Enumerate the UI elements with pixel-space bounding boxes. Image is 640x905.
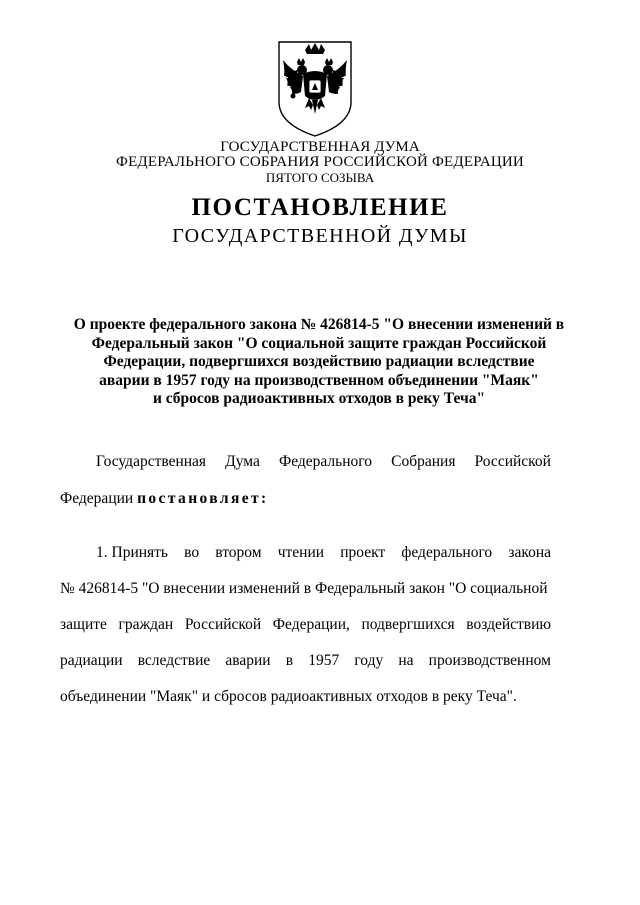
- item1-line-2: № 426814-5 "О внесении изменений в Федеральный закон "О социальной: [60, 580, 548, 597]
- item1-line-3: [60, 617, 551, 633]
- word: Дума: [225, 453, 260, 470]
- word: граждан: [118, 616, 174, 633]
- word: чтении: [277, 544, 325, 561]
- word: во: [184, 544, 200, 561]
- word: Российской: [474, 453, 551, 470]
- word: в: [285, 652, 294, 669]
- org-line-state-duma: ГОСУДАРСТВЕННАЯ ДУМА: [220, 139, 420, 155]
- intro-paragraph-line-1: [96, 454, 551, 470]
- word: Федерального: [278, 453, 373, 470]
- double-headed-eagle-icon: [275, 40, 355, 138]
- subject-line: и сбросов радиоактивных отходов в реку Теча": [152, 390, 486, 407]
- word: 1957: [308, 652, 340, 669]
- resolution-subject: [60, 316, 578, 409]
- org-line-federal-assembly: ФЕДЕРАЛЬНОГО СОБРАНИЯ РОССИЙСКОЙ ФЕДЕРАЦИИ: [116, 154, 524, 170]
- word: закона: [508, 544, 551, 561]
- intro-resolves-text: постановляет:: [137, 490, 269, 507]
- word: защите: [60, 616, 107, 633]
- item1-line-1: [96, 545, 551, 561]
- word: втором: [215, 544, 262, 561]
- word: подвергшихся: [361, 616, 455, 633]
- document-subtitle: ГОСУДАРСТВЕННОЙ ДУМЫ: [172, 225, 468, 247]
- word: Государственная: [96, 453, 207, 470]
- word: Российской: [184, 616, 262, 633]
- subject-line: Федеральный закон "О социальной защите граждан Российской: [91, 334, 547, 352]
- word: радиации: [60, 652, 123, 669]
- word: на: [398, 652, 414, 669]
- subject-line: Федерации, подвергшихся воздействию радиации вследствие: [103, 353, 535, 370]
- document-title: ПОСТАНОВЛЕНИЕ: [191, 194, 449, 221]
- intro-federation-text: Федерации: [60, 490, 134, 507]
- item1-line-4: [60, 653, 551, 669]
- word: производственном: [428, 652, 551, 669]
- word: вследствие: [137, 652, 211, 669]
- subject-line: О проекте федерального закона № 426814-5 "О внесении изменений в: [73, 316, 565, 333]
- word: проект: [340, 544, 386, 561]
- coat-of-arms-emblem: [275, 40, 355, 138]
- word: Федерации,: [272, 616, 350, 633]
- subject-line: аварии в 1957 году на производственном объединении "Маяк": [99, 371, 539, 389]
- word: году: [354, 652, 384, 669]
- word: Собрания: [391, 453, 456, 470]
- word: федерального: [401, 544, 493, 561]
- word: 1. Принять: [96, 544, 169, 561]
- word: аварии: [225, 652, 271, 669]
- intro-paragraph-line-2: [60, 491, 269, 507]
- org-line-convocation: ПЯТОГО СОЗЫВА: [265, 170, 375, 185]
- word: воздействию: [466, 616, 551, 633]
- item1-line-5: объединении "Маяк" и сбросов радиоактивных отходов в реку Теча".: [60, 688, 517, 705]
